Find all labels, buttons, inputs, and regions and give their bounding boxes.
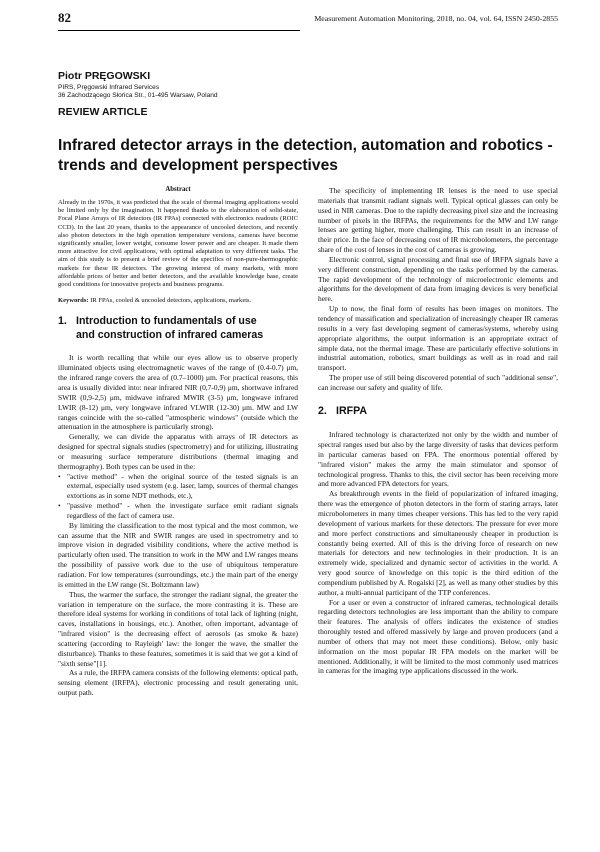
affiliation-line-2: 36 Zachodzącego Słońca Str., 01-495 Warsaw, Poland [58, 92, 218, 100]
running-header [58, 10, 558, 30]
paragraph: Electronic control, signal processing and final use of IRFPA signals have a very different construction, depending on the tasks performed by the cameras. The rapid development of the technology of microelectronic elements and algorithms for the development of data from imaging devices is very beneficial here. [318, 254, 558, 304]
header-rule [58, 30, 300, 31]
bullet-icon: • [58, 501, 61, 511]
paragraph: As a rule, the IRFPA camera consists of the following elements: optical path, sensing element (IRFPA), electronic processing and result generating unit, output path. [58, 668, 299, 698]
paragraph: Thus, the warmer the surface, the stronger the radiant signal, the greater the variation in temperature on the surface, the more contrasting it is. These are therefore ideal systems for working in conditions of total lack of lighting (night, caves, installations in housings, etc.). Another, often important, advantage of "infrared vision" is the decreasing effect of aerosols (as smoke & haze) scattering (according to Rayleigh' law: the longer the wave, the smaller the disturbance). Thanks to these features, sometimes it is said that we got a kind of "sixth sense"[1]. [58, 589, 298, 668]
keywords [58, 297, 298, 305]
article-title: Infrared detector arrays in the detection, automation and robotics - trends and development perspectives [58, 137, 553, 174]
section-1-heading [58, 315, 298, 342]
abstract-heading: Abstract [165, 186, 191, 193]
keywords-list: IR FPAs, cooled & uncooled detectors, applications, markets. [90, 297, 252, 305]
paragraph: Infrared technology is characterized not only by the width and number of spectral ranges used but also by the large diversity of tasks that devices perform in particular cameras based on FPA. The enormous potential offered by "infrared vision" makes the army the main stimulator and sponsor of technological progress. Thanks to this, the civil sector has been receiving more and more advanced FPA detectors for years. [318, 430, 558, 489]
author-name: Piotr PRĘGOWSKI [58, 70, 151, 82]
section-1-number: 1. [58, 315, 67, 328]
paragraph: Up to now, the final form of results has been images on monitors. The tendency of massification and specialization of increasingly cheaper IR cameras results in a very fast developing segment of cameras/systems, whereby using appropriate algorithms, the output information is an appropriate extract of simple data, not the thermal image. These are particularly effective solutions in industrial automation, robotics, smart buildings as well as in road and rail transport. [318, 304, 558, 373]
section-1-body [58, 353, 298, 698]
paragraph: As breakthrough events in the field of popularization of infrared imaging, there was the emergence of photon detectors in the form of staring arrays, later microbolometers in many times cheaper versions. This has led to the very rapid development of various markets for these detectors. The pressure for ever more and more perfect constructions and simultaneously cheaper in production is constantly being exerted. All of this is the driving force of research on new materials for detectors and new technologies in their production. It is an extremely wide, specialized and dynamic sector of activities in the world. A very good source of knowledge on this topic is the third edition of the compendium published by A. Rogalski [2], as well as many other studies by this author, a multi-annual participant of the TTP conferences. [318, 489, 558, 597]
section-1-title-line-2: and construction of infrared cameras [76, 328, 264, 341]
keywords-label: Keywords: [58, 297, 89, 305]
section-1-title-line-1: Introduction to fundamentals of use [76, 315, 257, 328]
paragraph: Generally, we can divide the apparatus with arrays of IR detectors as designed for spectral signals studies (spectrometry) and for utilizing, illustrating or measuring surface temperature distributions (thermal imaging and thermography). Both types can be used in the: [58, 432, 298, 471]
paragraph: For a user or even a constructor of infrared cameras, technological details regarding detectors technologies are less important than the ability to compare their features. The analysis of offers indicates the existence of studies thoroughly tested and offered massively by large and proven producers (and a number of others that may not meet these conditions). Below, only basic information on the most popular IR FPA models on the market will be mentioned. Additionally, it will be limited to the most commonly used matrices in cameras for the imaging type applications discussed in the work. [318, 597, 558, 676]
bullet-icon: • [58, 471, 61, 481]
right-column [318, 186, 558, 676]
page-number: 82 [58, 10, 71, 25]
paragraph: The specificity of implementing IR lenses is the need to use special materials that transmit radiant signals well. Typical optical glasses can only be used in NIR cameras. Due to the rapidly decreasing pixel size and the increasing number of pixels in the IRFPAs, the requirements for the MW and LW range lenses are getting higher, more challenging. This can result in an increase of their price. In the face of decreasing cost of IR microbolometers, the percentage share of the cost of lenses in the cost of cameras is growing. [318, 186, 558, 255]
list-item: • "passive method" - when the investigate surface emit radiant signals regardless of the fact of camera use. [58, 501, 298, 520]
abstract-text: Already in the 1970s, it was predicted that the scale of thermal imaging applications would be limited only by the imagination. It happened thanks to the elaboration of solid-state, Focal Plane Arrays of IR detectors (IR FPAs) connected with electronics readouts (ROIC CCD). In the last 20 years, thanks to the appearance of uncooled detectors, and recently also photon detectors in the high operation temperature versions, cameras have become significantly smaller, lower weight, consume lower power and are cheaper. It made them more attractive for civil applications, with optimal adaptation to very different tasks. The aim of this study is to present a brief review of the specifics of non-pure-thermographic markets for these IR detectors. The growing interest of many markets, with more affordable prices of better and better detectors, and the available knowledge base, create good conditions for innovative projects and business programs. [58, 199, 298, 289]
section-2-title: IRFPA [336, 404, 367, 417]
paragraph: It is worth recalling that while our eyes allow us to observe properly illuminated objects using electromagnetic waves of the range of (0.4-0.7) μm, the infrared range covers the area of (0.7–1000) μm. For practical reasons, this area is usually divided into: near infrared NIR (0,7-0,9) μm, shortwave infrared SWIR (0,9-2,5) μm, midwave infrared MWIR (3-5) μm, longwave infrared LWIR (8-12) μm, very longwave infrared VLWIR (12-30) μm. MW and LW ranges coincide with the so-called "atmospheric windows" (outside which the attenuation in the atmosphere is particularly strong). [58, 353, 298, 432]
section-2-heading [318, 405, 558, 419]
journal-citation: Measurement Automation Monitoring, 2018, no. 04, vol. 64, ISSN 2450-2855 [314, 14, 558, 23]
paragraph: The proper use of still being discovered potential of such "additional sense", can increase our safety and quality of life. [318, 373, 558, 392]
author-block [58, 70, 358, 101]
affiliation-line-1: PIRS, Pręgowski Infrared Services [58, 84, 160, 91]
method-list [58, 472, 298, 521]
paragraph: By limiting the classification to the most typical and the most common, we can assume that the NIR and SWIR ranges are used in spectrometry and to improve vision in degraded visibility conditions, where the active method is particularly often used. The transition to work in the MW and LW ranges means the possibility of passive work due to the use of ubiquitous temperature radiation. For low temperatures (surroundings, etc.) the main part of the energy is emitted in the LW range (St. Boltzmann law) [58, 520, 298, 589]
section-2-number: 2. [318, 404, 327, 417]
left-column [58, 186, 298, 698]
list-item: • "active method" - when the original source of the tested signals is an external, especially used system (e.g. laser, lamp, sources of thermal changes extortions as in some NDT methods, etc.), [58, 471, 298, 501]
article-type: REVIEW ARTICLE [58, 106, 148, 118]
